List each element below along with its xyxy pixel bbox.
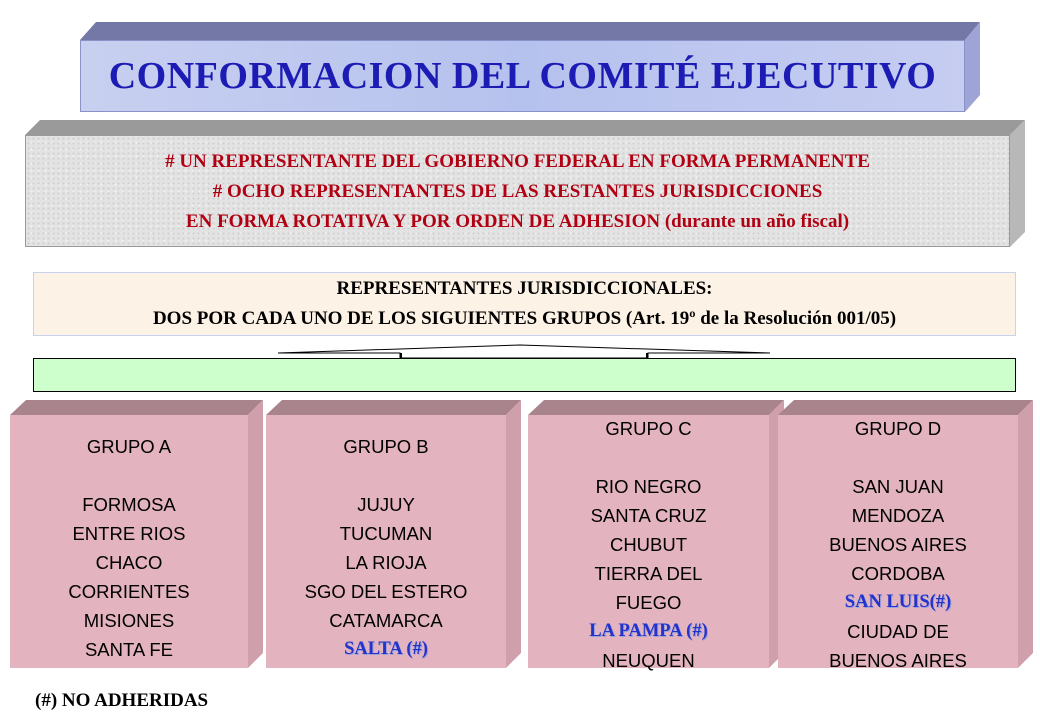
group-b-item: JUJUY	[357, 494, 415, 515]
federal-line-2: # OCHO REPRESENTANTES DE LAS RESTANTES JURISDICCIONES	[212, 181, 823, 202]
group-b-title: GRUPO B	[343, 436, 429, 457]
group-c-item: SANTA CRUZ	[590, 505, 707, 526]
group-d-item: MENDOZA	[851, 505, 945, 526]
groups-bar	[33, 358, 1016, 392]
group-d-item: BUENOS AIRES	[829, 650, 967, 671]
group-b	[266, 432, 506, 664]
group-d-item: CORDOBA	[851, 563, 945, 584]
group-c-item-not-adhered: LA PAMPA (#)	[589, 621, 708, 641]
federal-box-top	[25, 120, 1025, 135]
group-a-item: CORRIENTES	[68, 581, 190, 602]
group-c-title: GRUPO C	[605, 418, 692, 439]
group-d-item-not-adhered: SAN LUIS(#)	[844, 592, 952, 612]
group-a-item: ENTRE RIOS	[72, 523, 186, 544]
group-b-item-not-adhered: SALTA (#)	[344, 639, 428, 659]
group-d-item: CIUDAD DE	[847, 621, 949, 642]
group-c-item: RIO NEGRO	[595, 476, 702, 497]
group-b-item: TUCUMAN	[339, 523, 433, 544]
group-b-item: SGO DEL ESTERO	[304, 581, 468, 602]
jurisdiction-line-2: DOS POR CADA UNO DE LOS SIGUIENTES GRUPOS (Art. 19º de la Resolución 001/05)	[152, 308, 897, 329]
jurisdiction-line-1: REPRESENTANTES JURISDICCIONALES:	[336, 278, 713, 299]
group-a-item: CHACO	[95, 552, 163, 573]
federal-box-text	[25, 140, 1010, 244]
group-d-title: GRUPO D	[854, 418, 942, 439]
group-d	[778, 414, 1018, 675]
group-d-item: SAN JUAN	[852, 476, 944, 497]
group-c	[528, 414, 769, 675]
jurisdiction-box	[33, 272, 1016, 336]
page-title: CONFORMACION DEL COMITÉ EJECUTIVO	[108, 55, 937, 97]
group-a-title: GRUPO A	[86, 436, 172, 457]
group-a-item: FORMOSA	[82, 494, 176, 515]
connector-wedge	[278, 345, 770, 358]
federal-line-3: EN FORMA ROTATIVA Y POR ORDEN DE ADHESION (durante un año fiscal)	[185, 211, 850, 232]
federal-box-side	[1010, 120, 1025, 247]
group-a-item: SANTA FE	[84, 639, 174, 660]
group-b-item: CATAMARCA	[329, 610, 443, 631]
title-box-top	[80, 22, 980, 40]
group-c-item: FUEGO	[615, 592, 682, 613]
footnote: (#) NO ADHERIDAS	[35, 690, 209, 711]
group-a	[10, 432, 248, 664]
group-a-item: MISIONES	[83, 610, 175, 631]
group-d-item: BUENOS AIRES	[829, 534, 967, 555]
group-c-item: TIERRA DEL	[594, 563, 703, 584]
group-c-item: NEUQUEN	[602, 650, 695, 671]
group-b-item: LA RIOJA	[345, 552, 427, 573]
group-c-item: CHUBUT	[609, 534, 688, 555]
federal-line-1: # UN REPRESENTANTE DEL GOBIERNO FEDERAL EN FORMA PERMANENTE	[165, 151, 870, 172]
